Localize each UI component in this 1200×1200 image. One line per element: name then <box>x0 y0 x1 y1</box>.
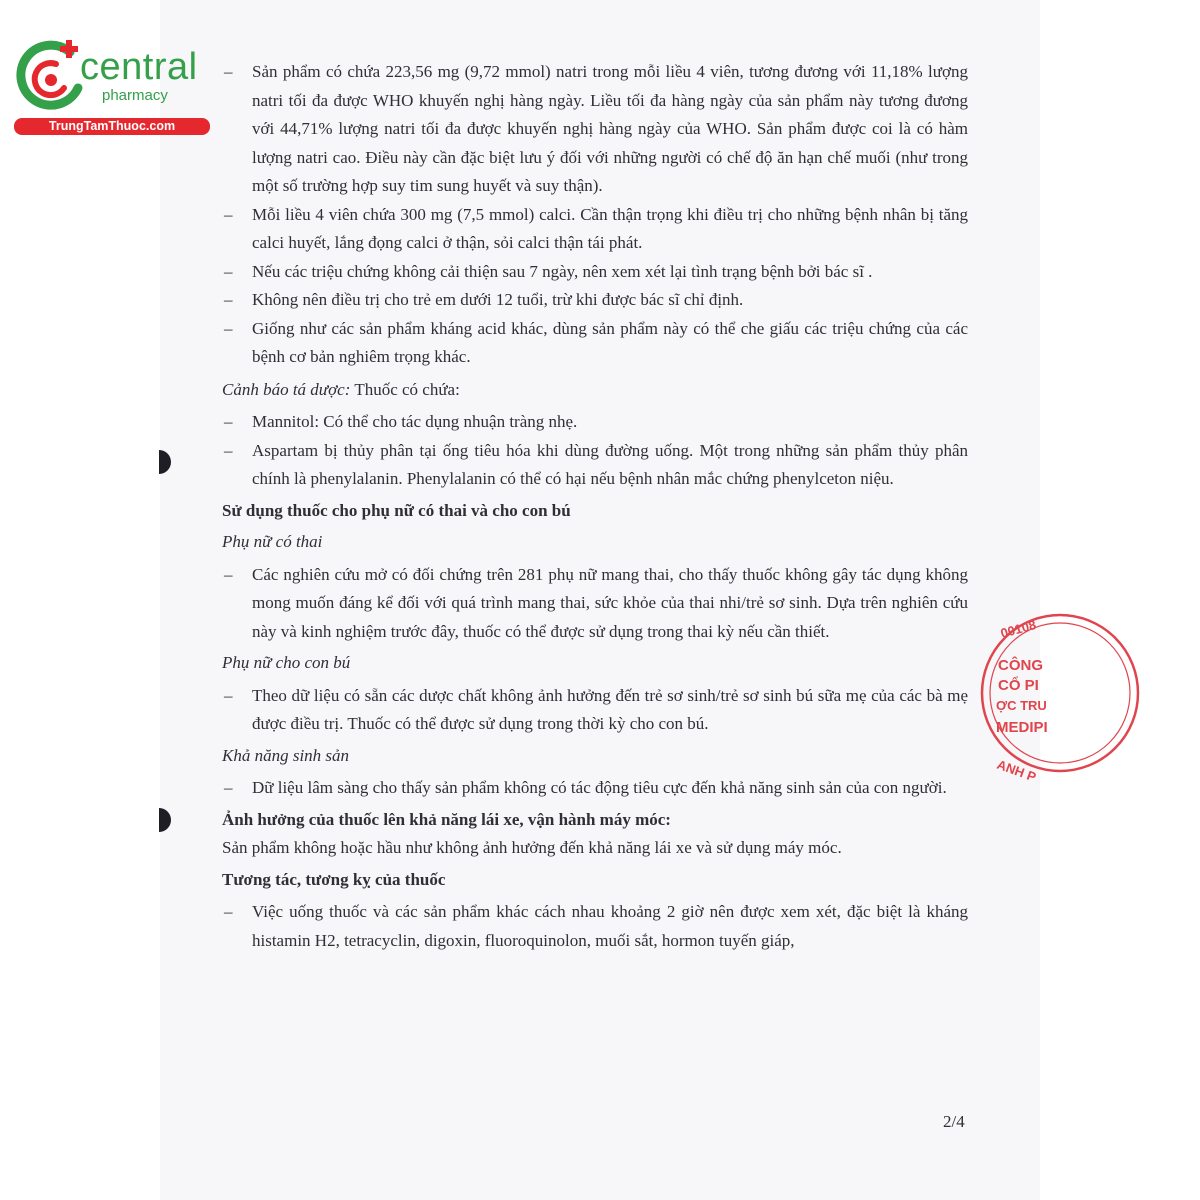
list-item: – Mannitol: Có thể cho tác dụng nhuận tràng nhẹ. <box>224 412 578 431</box>
section-heading-driving: Ảnh hưởng của thuốc lên khả năng lái xe, vận hành máy móc: <box>222 809 671 829</box>
list-item: – Các nghiên cứu mở có đối chứng trên 281 phụ nữ mang thai, cho thấy thuốc không gây tác dụng không mong muốn đáng kể đối với quá trình mang thai, sức khỏe của thai nhi/trẻ sơ sinh. Dựa trên nghiên cứu này và kinh nghiệm trước đây, thuốc có thể được sử dụng trong thai kỳ nếu cần thiết. <box>224 564 968 641</box>
list-item: – Theo dữ liệu có sẵn các dược chất không ảnh hưởng đến trẻ sơ sinh/trẻ sơ sinh bú sữa mẹ của các bà mẹ được điều trị. Thuốc có thể được sử dụng trong thời kỳ cho con bú. <box>224 685 968 733</box>
svg-text:CÔNG: CÔNG <box>998 657 1043 674</box>
subheading-fertility: Khả năng sinh sản <box>222 745 350 765</box>
company-stamp <box>990 608 1048 785</box>
list-item: – Việc uống thuốc và các sản phẩm khác cách nhau khoảng 2 giờ nên được xem xét, đặc biệt là kháng histamin H2, tetracyclin, digoxin, fluoroquinolon, muối sắt, hormon tuyến giáp, <box>224 902 968 950</box>
punch-hole-icon <box>159 450 171 474</box>
subheading-breastfeeding: Phụ nữ cho con bú <box>222 653 351 672</box>
logo-subtitle: pharmacy <box>102 87 168 104</box>
list-item: – Sản phẩm có chứa 223,56 mg (9,72 mmol) natri trong mỗi liều 4 viên, tương đương với 11,18% lượng natri tối đa được WHO khuyến nghị hàng ngày. Liều tối đa hàng ngày của sản phẩm này tương đương với 44,71% lượng natri tối đa được khuyến nghị hàng ngày của WHO. Sản phẩm được coi là có hàm lượng natri cao. Điều này cần đặc biệt lưu ý đối với những người có chế độ ăn hạn chế muối (như trong một số trường hợp suy tim sung huyết và suy thận). <box>224 62 968 195</box>
list-item: – Giống như các sản phẩm kháng acid khác, dùng sản phẩm này có thể che giấu các triệu chứng của các bệnh cơ bản nghiêm trọng khác. <box>224 318 968 366</box>
section-heading-interactions: Tương tác, tương kỵ của thuốc <box>222 869 446 889</box>
svg-text:ỢC TRU: ỢC TRU <box>996 698 1047 713</box>
list-item: – Mỗi liều 4 viên chứa 300 mg (7,5 mmol) calci. Cần thận trọng khi điều trị cho những bệnh nhân bị tăng calci huyết, lắng đọng calci ở thận, sỏi calci thận tái phát. <box>224 204 968 252</box>
list-item: – Aspartam bị thủy phân tại ống tiêu hóa khi dùng đường uống. Một trong những sản phẩm thủy phân chính là phenylalanin. Phenylalanin có thể có hại nếu bệnh nhân mắc chứng phenylceton niệu. <box>224 440 968 488</box>
svg-text:MEDIPI: MEDIPI <box>996 719 1048 736</box>
excipient-label: Cảnh báo tá dược: <box>222 379 351 399</box>
stamp-seal-icon <box>990 608 1048 785</box>
excipient-text: Thuốc có chứa: <box>350 379 460 399</box>
section-heading-pregnancy: Sử dụng thuốc cho phụ nữ có thai và cho con bú <box>222 500 571 520</box>
list-item: – Không nên điều trị cho trẻ em dưới 12 tuổi, trừ khi được bác sĩ chỉ định. <box>224 290 744 309</box>
driving-text: Sản phẩm không hoặc hầu như không ảnh hưởng đến khả năng lái xe và sử dụng máy móc. <box>222 838 842 857</box>
list-item: – Dữ liệu lâm sàng cho thấy sản phẩm không có tác động tiêu cực đến khả năng sinh sản của con người. <box>224 778 947 797</box>
logo-name: central <box>80 46 198 88</box>
svg-text:ANH P: ANH P <box>994 756 1039 785</box>
svg-text:00108: 00108 <box>998 617 1038 641</box>
punch-hole-icon <box>159 808 171 832</box>
subheading-pregnant: Phụ nữ có thai <box>222 532 323 551</box>
excipient-warning <box>222 376 968 405</box>
svg-text:CỔ PI: CỔ PI <box>998 677 1039 694</box>
list-item: – Nếu các triệu chứng không cải thiện sau 7 ngày, nên xem xét lại tình trạng bệnh bởi bác sĩ . <box>224 261 873 281</box>
page-number: 2/4 <box>943 1112 965 1131</box>
document-body <box>222 58 968 955</box>
logo-website[interactable]: TrungTamThuoc.com <box>14 118 210 135</box>
